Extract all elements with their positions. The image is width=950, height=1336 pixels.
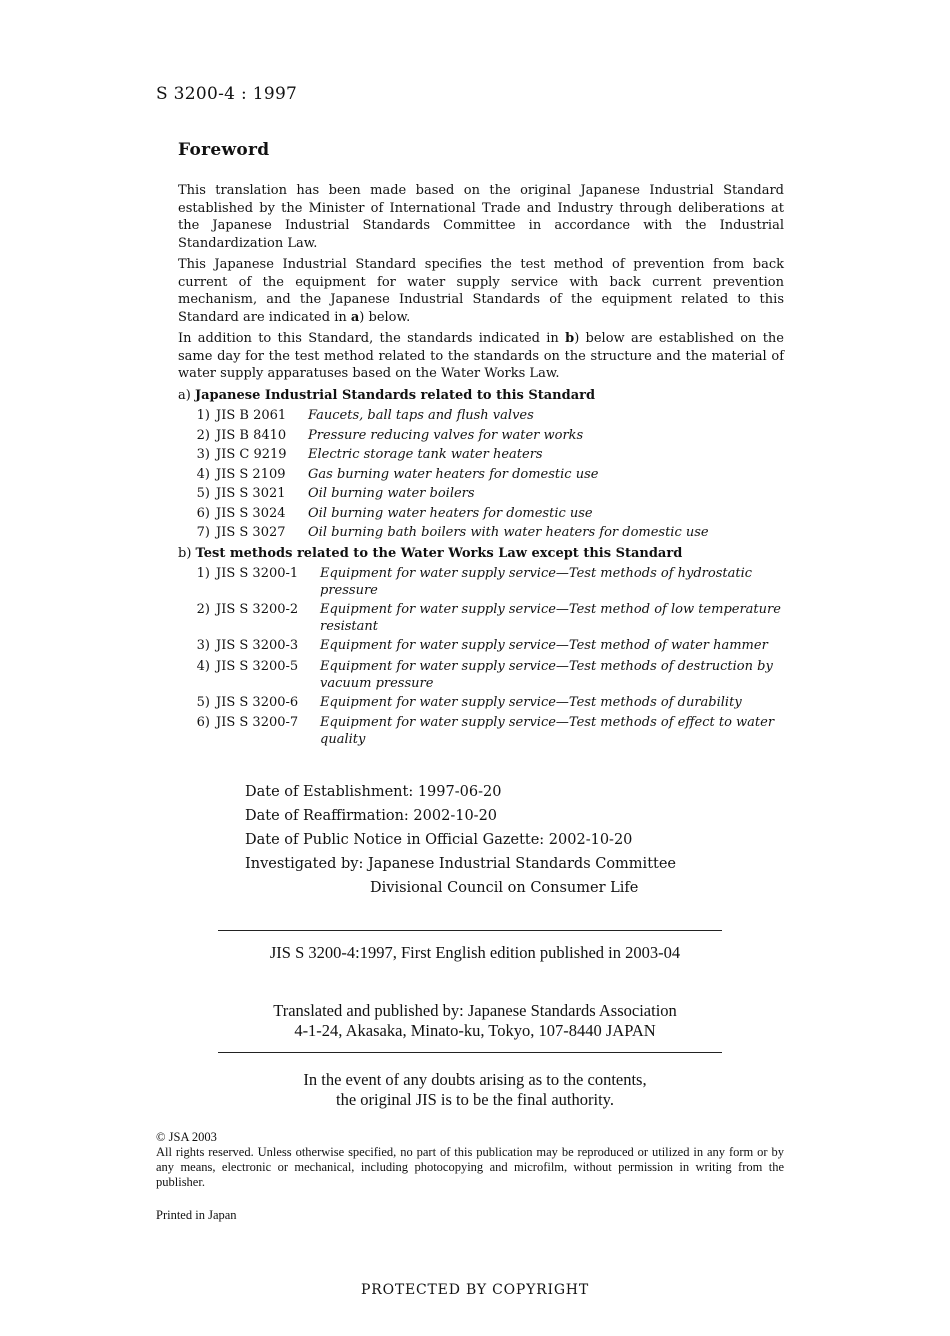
investigated-label: Investigated by: bbox=[245, 856, 364, 872]
item-title: Equipment for water supply service—Test methods of destruction by vacuum pressure bbox=[320, 658, 773, 691]
item-number: 2) bbox=[196, 602, 210, 617]
document-code: S 3200-4 : 1997 bbox=[156, 84, 298, 104]
date-public-notice: Date of Public Notice in Official Gazette: 2002-10-20 bbox=[245, 832, 633, 848]
legal-notice bbox=[156, 1130, 784, 1190]
list-item bbox=[178, 523, 784, 543]
item-code: JIS S 3200-1 bbox=[216, 566, 299, 581]
item-title: Oil burning water boilers bbox=[308, 486, 475, 501]
section-a-list bbox=[178, 406, 784, 543]
item-number: 5) bbox=[196, 694, 210, 710]
item-code: JIS S 3200-3 bbox=[216, 638, 299, 653]
investigated-committee: Japanese Industrial Standards Committee bbox=[367, 856, 677, 872]
item-code: JIS C 9219 bbox=[216, 447, 287, 462]
list-item bbox=[178, 564, 784, 599]
item-code: JIS S 3200-7 bbox=[216, 715, 299, 730]
item-number: 1) bbox=[196, 408, 210, 423]
item-title: Equipment for water supply service—Test method of water hammer bbox=[320, 638, 768, 653]
divider-bottom bbox=[218, 1052, 722, 1053]
item-title: Gas burning water heaters for domestic use bbox=[308, 466, 599, 482]
investigated-council: Divisional Council on Consumer Life bbox=[370, 880, 639, 896]
section-b-heading bbox=[178, 545, 784, 563]
section-a-heading bbox=[178, 387, 784, 405]
item-number: 4) bbox=[196, 466, 210, 482]
list-item bbox=[178, 504, 784, 524]
item-number: 6) bbox=[196, 505, 210, 521]
item-code: JIS S 3200-6 bbox=[216, 694, 299, 710]
item-number: 2) bbox=[196, 427, 210, 443]
item-code: JIS S 3021 bbox=[216, 486, 286, 501]
item-code: JIS S 3027 bbox=[216, 525, 286, 540]
item-number: 5) bbox=[196, 486, 210, 501]
item-title: Equipment for water supply service—Test methods of hydrostatic pressure bbox=[320, 566, 753, 598]
item-code: JIS S 3024 bbox=[216, 505, 286, 521]
item-number: 1) bbox=[196, 566, 210, 581]
investigated-row bbox=[245, 852, 676, 876]
list-item bbox=[178, 636, 784, 656]
doubt-line-1: In the event of any doubts arising as to the contents, bbox=[303, 1070, 647, 1089]
dates-block bbox=[245, 780, 676, 900]
item-title: Electric storage tank water heaters bbox=[308, 447, 543, 462]
date-reaffirmation: Date of Reaffirmation: 2002-10-20 bbox=[245, 808, 498, 824]
item-code: JIS S 3200-5 bbox=[216, 658, 299, 674]
item-code: JIS B 8410 bbox=[216, 427, 287, 443]
list-item bbox=[178, 713, 784, 748]
item-code: JIS S 3200-2 bbox=[216, 602, 299, 617]
section-a-title: Japanese Industrial Standards related to this Standard bbox=[194, 387, 596, 403]
item-title: Equipment for water supply service—Test method of low temperature resistant bbox=[320, 602, 781, 634]
item-title: Faucets, ball taps and flush valves bbox=[308, 408, 534, 423]
section-b-title: Test methods related to the Water Works Law except this Standard bbox=[195, 545, 683, 561]
section-b-letter: b) bbox=[178, 545, 192, 561]
item-title: Equipment for water supply service—Test methods of effect to water quality bbox=[320, 715, 775, 747]
section-a-letter: a) bbox=[178, 387, 191, 403]
list-item bbox=[178, 465, 784, 485]
item-code: JIS S 2109 bbox=[216, 466, 286, 482]
paragraph-2: This Japanese Industrial Standard specifies the test method of prevention from back current of the equipment for water supply service with back current prevention mechanism, and the Japanese Industrial Standards of the equipment related to this Standard are indicated in a) below. bbox=[178, 257, 784, 325]
doubt-line-2: the original JIS is to be the final authority. bbox=[335, 1090, 614, 1109]
item-number: 7) bbox=[196, 525, 210, 540]
divider-top bbox=[218, 930, 722, 931]
list-item bbox=[178, 657, 784, 692]
page-title: Foreword bbox=[178, 140, 270, 160]
foreword-body bbox=[178, 182, 784, 749]
protected-footer: PROTECTED BY COPYRIGHT bbox=[361, 1282, 589, 1298]
list-item bbox=[178, 693, 784, 713]
item-code: JIS B 2061 bbox=[216, 408, 287, 423]
list-item bbox=[178, 600, 784, 635]
paragraph-3: In addition to this Standard, the standards indicated in b) below are established on the same day for the test method related to the standards on the structure and the material of water supply apparatuses based on the Water Works Law. bbox=[178, 331, 785, 381]
list-item bbox=[178, 484, 784, 504]
item-number: 3) bbox=[196, 447, 210, 462]
edition-line: JIS S 3200-4:1997, First English edition published in 2003-04 bbox=[269, 943, 681, 962]
item-title: Oil burning bath boilers with water heaters for domestic use bbox=[308, 525, 709, 540]
paragraph-1: This translation has been made based on the original Japanese Industrial Standard established by the Minister of International Trade and Industry through deliberations at the Japanese Industrial Standards Committee in accordance with the Industrial Standardization Law. bbox=[178, 183, 784, 251]
item-title: Oil burning water heaters for domestic use bbox=[308, 505, 593, 521]
copyright-line: © JSA 2003 bbox=[156, 1130, 217, 1144]
list-item bbox=[178, 445, 784, 465]
section-b-list bbox=[178, 564, 784, 748]
item-number: 3) bbox=[196, 638, 210, 653]
printed-in: Printed in Japan bbox=[156, 1208, 237, 1222]
item-number: 4) bbox=[196, 658, 210, 674]
item-number: 6) bbox=[196, 715, 210, 730]
list-item bbox=[178, 426, 784, 446]
translated-by-line: Translated and published by: Japanese Standards Association bbox=[273, 1001, 677, 1020]
item-title: Equipment for water supply service—Test methods of durability bbox=[320, 694, 742, 710]
address-line: 4-1-24, Akasaka, Minato-ku, Tokyo, 107-8440 JAPAN bbox=[294, 1021, 656, 1040]
list-item bbox=[178, 406, 784, 426]
date-establishment: Date of Establishment: 1997-06-20 bbox=[245, 784, 502, 800]
rights-text: All rights reserved. Unless otherwise specified, no part of this publication may be reproduced or utilized in any form or by any means, electronic or mechanical, including photocopying and microfilm, without permission in writing from the publisher. bbox=[156, 1145, 784, 1189]
item-title: Pressure reducing valves for water works bbox=[308, 427, 584, 443]
